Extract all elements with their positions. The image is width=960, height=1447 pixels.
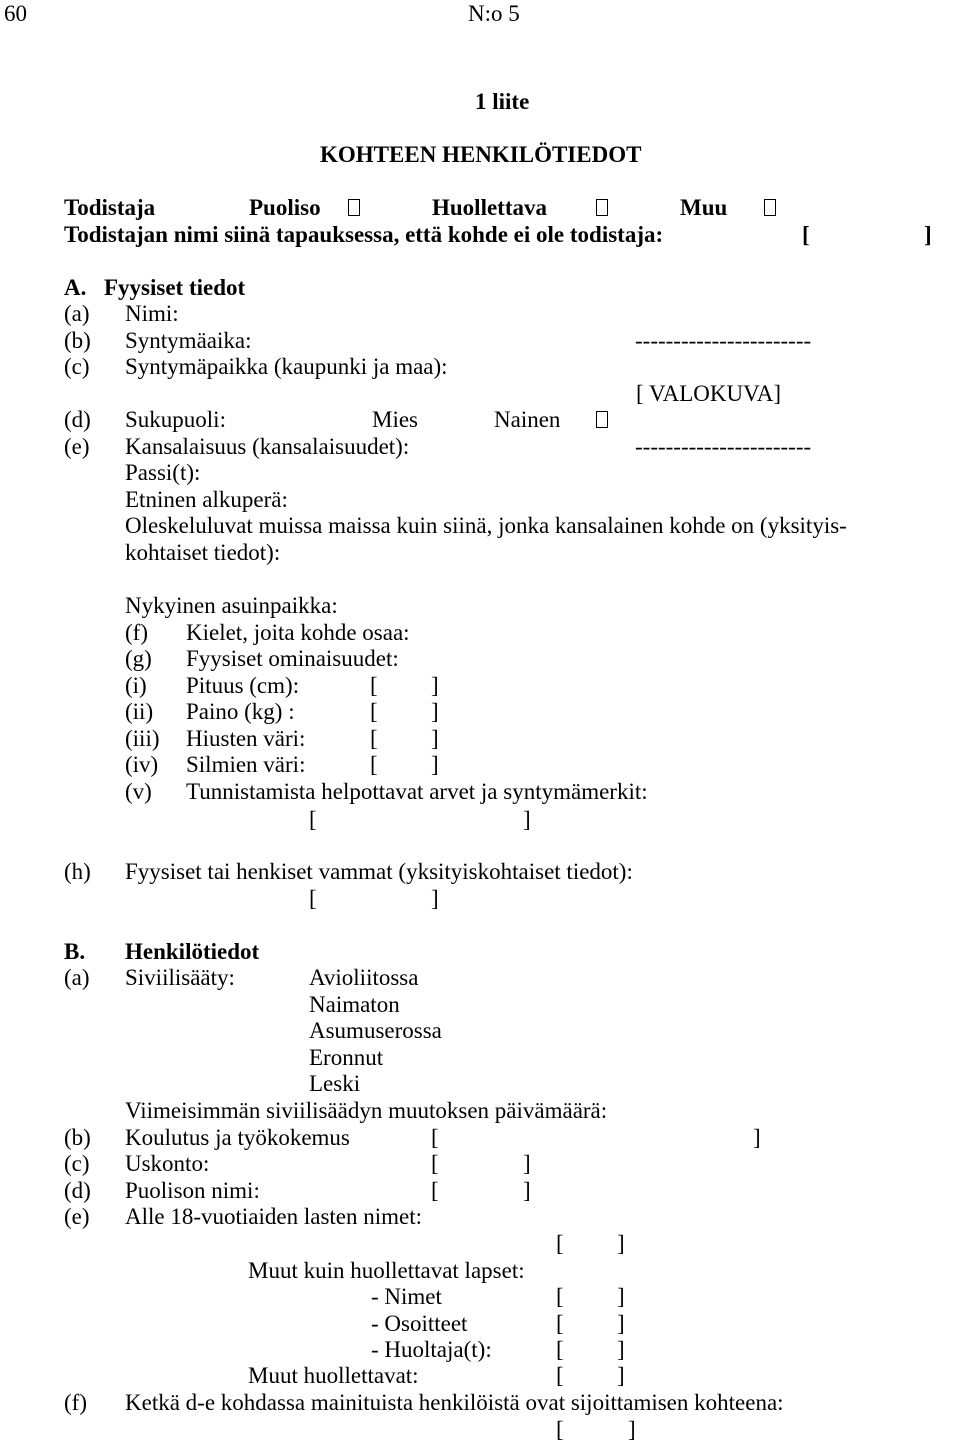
marital-status-label: Siviilisääty: bbox=[125, 965, 235, 990]
scars-bracket-open: [ bbox=[309, 807, 317, 832]
children-label: Alle 18-vuotiaiden lasten nimet: bbox=[125, 1204, 423, 1229]
item-h-letter: (h) bbox=[64, 859, 91, 884]
hair-bracket-open: [ bbox=[370, 726, 378, 751]
spouse-name-bracket-open: [ bbox=[431, 1178, 439, 1203]
names-bracket-open: [ bbox=[556, 1284, 564, 1309]
item-ii-letter: (ii) bbox=[125, 699, 154, 724]
guardians-bracket-open: [ bbox=[556, 1337, 564, 1362]
education-label: Koulutus ja työkokemus bbox=[125, 1125, 350, 1150]
height-label: Pituus (cm): bbox=[186, 673, 300, 698]
current-residence-label: Nykyinen asuinpaikka: bbox=[125, 593, 338, 618]
gender-female-checkbox[interactable] bbox=[596, 411, 608, 428]
residence-permits-label: Oleskeluluvat muissa maissa kuin siinä, jonka kansalainen kohde on (yksityis- bbox=[125, 513, 847, 538]
disabilities-label: Fyysiset tai henkiset vammat (yksityiskohtaiset tiedot): bbox=[125, 859, 633, 884]
appendix-title: 1 liite bbox=[475, 89, 530, 114]
photo-bottom-dashes: ----------------------- bbox=[635, 434, 812, 459]
item-b-d-letter: (d) bbox=[64, 1178, 91, 1203]
residence-permits-label-cont: kohtaiset tiedot): bbox=[125, 540, 281, 565]
hair-color-label: Hiusten väri: bbox=[186, 726, 306, 751]
weight-bracket-open: [ bbox=[370, 699, 378, 724]
item-e-letter: (e) bbox=[64, 434, 90, 459]
children-bracket-close: ] bbox=[617, 1231, 625, 1256]
religion-label: Uskonto: bbox=[125, 1151, 210, 1176]
other-checkbox[interactable] bbox=[764, 199, 776, 216]
other-dependants-bracket-close: ] bbox=[617, 1363, 625, 1388]
item-iv-letter: (iv) bbox=[125, 752, 159, 777]
item-b-f-letter: (f) bbox=[64, 1390, 87, 1415]
marital-option: Naimaton bbox=[309, 992, 400, 1017]
name-label: Nimi: bbox=[125, 301, 179, 326]
item-v-letter: (v) bbox=[125, 779, 152, 804]
passports-label: Passi(t): bbox=[125, 460, 201, 485]
height-bracket-open: [ bbox=[370, 673, 378, 698]
dependant-checkbox[interactable] bbox=[596, 199, 608, 216]
scars-bracket-close: ] bbox=[523, 807, 531, 832]
section-b-title: Henkilötiedot bbox=[125, 939, 260, 964]
gender-male: Mies bbox=[372, 407, 418, 432]
gender-female: Nainen bbox=[494, 407, 561, 432]
names-bracket-close: ] bbox=[617, 1284, 625, 1309]
item-g-letter: (g) bbox=[125, 646, 152, 671]
citizenship-label: Kansalaisuus (kansalaisuudet): bbox=[125, 434, 410, 459]
section-a-marker: A. bbox=[64, 275, 87, 300]
witness-name-bracket-open: [ bbox=[802, 222, 810, 247]
doc-title: KOHTEEN HENKILÖTIEDOT bbox=[320, 142, 642, 167]
placement-bracket-open: [ bbox=[556, 1417, 564, 1442]
addresses-bracket-open: [ bbox=[556, 1311, 564, 1336]
children-bracket-open: [ bbox=[556, 1231, 564, 1256]
weight-bracket-close: ] bbox=[431, 699, 439, 724]
spouse-name-label: Puolison nimi: bbox=[125, 1178, 260, 1203]
placement-label: Ketkä d-e kohdassa mainituista henkilöistä ovat sijoittamisen kohteena: bbox=[125, 1390, 784, 1415]
item-b-c-letter: (c) bbox=[64, 1151, 90, 1176]
addresses-label: - Osoitteet bbox=[371, 1311, 468, 1336]
photo-top-dashes: ----------------------- bbox=[635, 328, 812, 353]
marital-option: Eronnut bbox=[309, 1045, 384, 1070]
disabilities-bracket-open: [ bbox=[309, 886, 317, 911]
marital-option: Asumuserossa bbox=[309, 1018, 442, 1043]
other-dependants-bracket-open: [ bbox=[556, 1363, 564, 1388]
spouse-name-bracket-close: ] bbox=[523, 1178, 531, 1203]
photo-placeholder: [ VALOKUVA] bbox=[636, 381, 782, 406]
marital-option: Leski bbox=[309, 1071, 361, 1096]
item-iii-letter: (iii) bbox=[125, 726, 160, 751]
education-bracket-open: [ bbox=[431, 1125, 439, 1150]
guardians-bracket-close: ] bbox=[617, 1337, 625, 1362]
placement-bracket-close: ] bbox=[628, 1417, 636, 1442]
item-b-a-letter: (a) bbox=[64, 965, 90, 990]
hair-bracket-close: ] bbox=[431, 726, 439, 751]
eye-bracket-open: [ bbox=[370, 752, 378, 777]
religion-bracket-close: ] bbox=[523, 1151, 531, 1176]
item-d-letter: (d) bbox=[64, 407, 91, 432]
item-c-letter: (c) bbox=[64, 354, 90, 379]
item-a-letter: (a) bbox=[64, 301, 90, 326]
dependant-label: Huollettava bbox=[432, 195, 547, 220]
guardians-label: - Huoltaja(t): bbox=[371, 1337, 492, 1362]
disabilities-bracket-close: ] bbox=[431, 886, 439, 911]
item-f-letter: (f) bbox=[125, 620, 148, 645]
other-children-label: Muut kuin huollettavat lapset: bbox=[248, 1258, 525, 1283]
item-i-letter: (i) bbox=[125, 673, 147, 698]
other-label: Muu bbox=[680, 195, 728, 220]
education-bracket-close: ] bbox=[753, 1125, 761, 1150]
spouse-label: Puoliso bbox=[249, 195, 321, 220]
ethnic-origin-label: Etninen alkuperä: bbox=[125, 487, 288, 512]
last-change-label: Viimeisimmän siviilisäädyn muutoksen päivämäärä: bbox=[125, 1098, 608, 1123]
weight-label: Paino (kg) : bbox=[186, 699, 295, 724]
languages-label: Kielet, joita kohde osaa: bbox=[186, 620, 410, 645]
witness-name-bracket-close: ] bbox=[924, 222, 932, 247]
height-bracket-close: ] bbox=[431, 673, 439, 698]
gender-label: Sukupuoli: bbox=[125, 407, 226, 432]
addresses-bracket-close: ] bbox=[617, 1311, 625, 1336]
witness-name-label: Todistajan nimi siinä tapauksessa, että kohde ei ole todistaja: bbox=[64, 222, 664, 247]
section-a-title: Fyysiset tiedot bbox=[104, 275, 246, 300]
scars-label: Tunnistamista helpottavat arvet ja syntymämerkit: bbox=[186, 779, 648, 804]
section-b-marker: B. bbox=[64, 939, 86, 964]
marital-option: Avioliitossa bbox=[309, 965, 419, 990]
physical-features-label: Fyysiset ominaisuudet: bbox=[186, 646, 399, 671]
issue-number: N:o 5 bbox=[468, 1, 520, 26]
birth-date-label: Syntymäaika: bbox=[125, 328, 252, 353]
other-dependants-label: Muut huollettavat: bbox=[248, 1363, 419, 1388]
eye-color-label: Silmien väri: bbox=[186, 752, 306, 777]
page-number: 60 bbox=[4, 1, 27, 26]
religion-bracket-open: [ bbox=[431, 1151, 439, 1176]
eye-bracket-close: ] bbox=[431, 752, 439, 777]
spouse-checkbox[interactable] bbox=[348, 199, 360, 216]
names-label: - Nimet bbox=[371, 1284, 442, 1309]
item-b-e-letter: (e) bbox=[64, 1204, 90, 1229]
birth-place-label: Syntymäpaikka (kaupunki ja maa): bbox=[125, 354, 448, 379]
witness-label: Todistaja bbox=[64, 195, 156, 220]
item-b-letter: (b) bbox=[64, 328, 91, 353]
item-b-b-letter: (b) bbox=[64, 1125, 91, 1150]
